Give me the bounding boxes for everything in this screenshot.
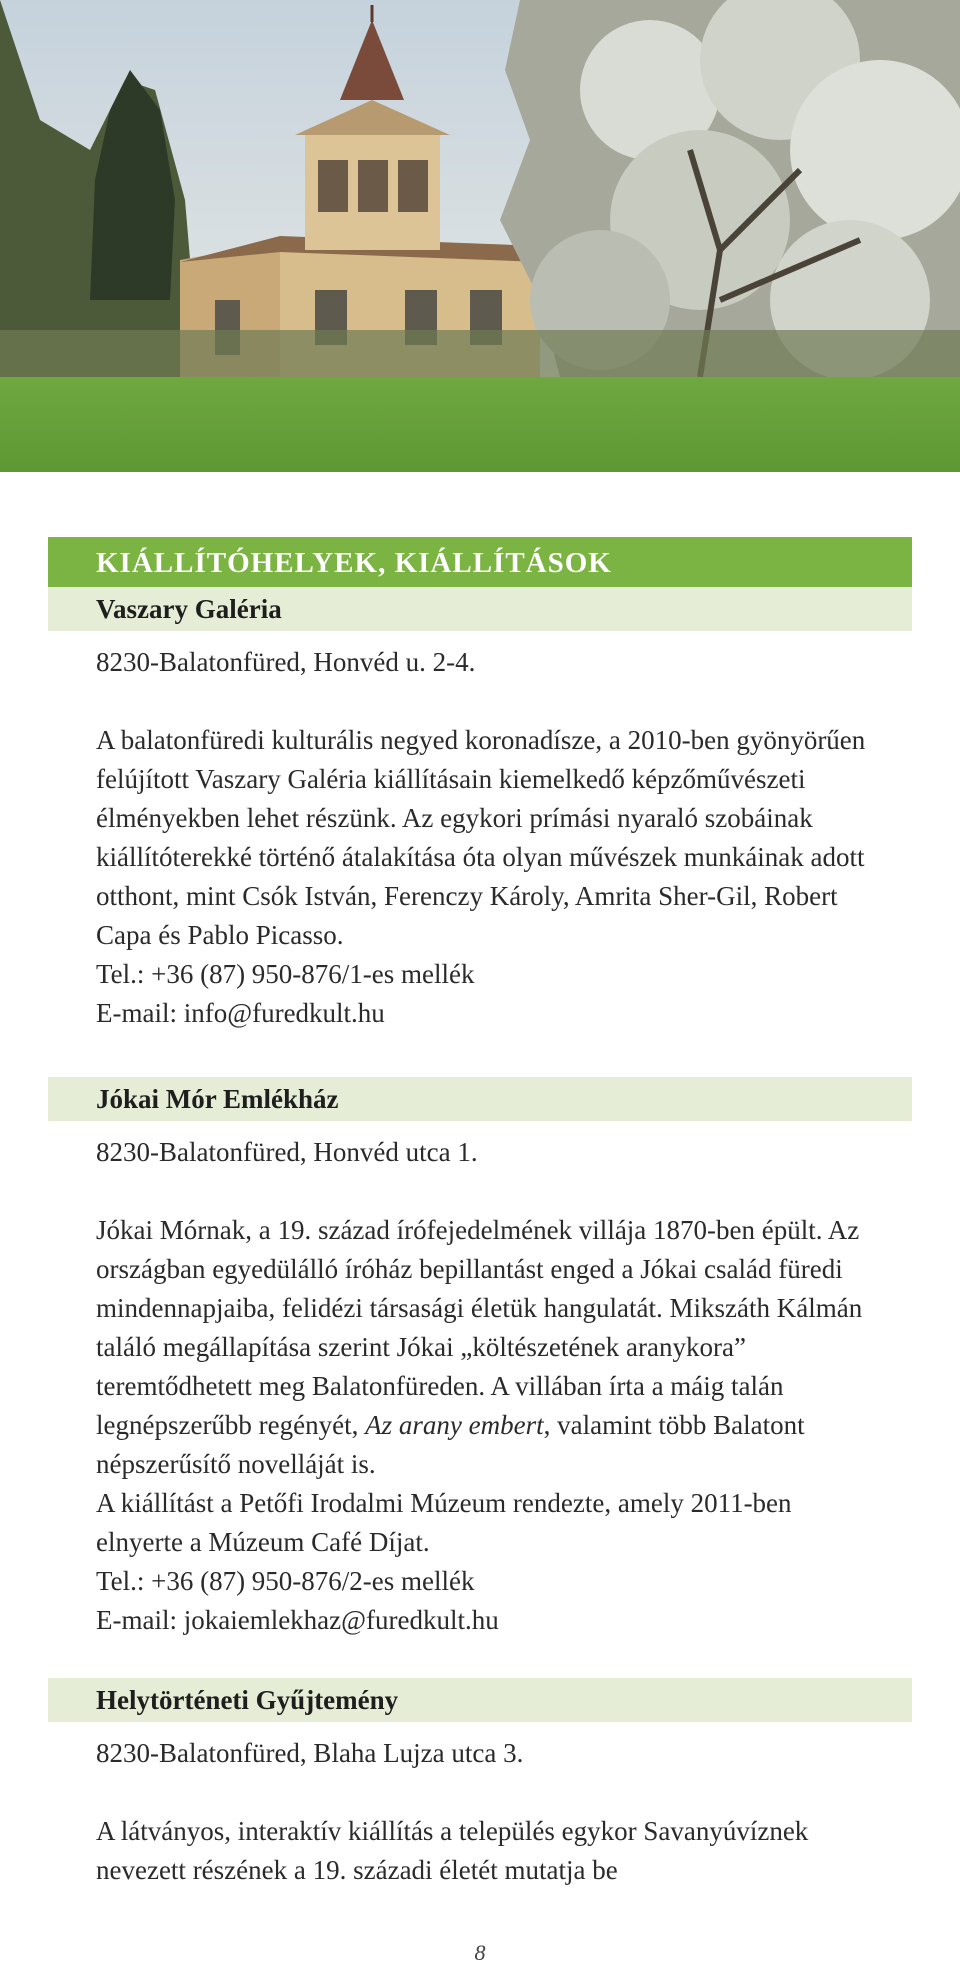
decorative-green-band bbox=[0, 377, 960, 472]
venue-description bbox=[48, 1812, 912, 1890]
section-title: KIÁLLÍTÓHELYEK, KIÁLLÍTÁSOK bbox=[48, 537, 912, 587]
exhibitions-content bbox=[48, 537, 912, 1890]
venue-description-text: A látványos, interaktív kiállítás a település egykor Savanyúvíznek nevezett részének a 19. századi életét mutatja be bbox=[96, 1816, 809, 1885]
venue-description-text bbox=[96, 1211, 884, 1484]
venue-email[interactable]: E-mail: info@furedkult.hu bbox=[96, 998, 385, 1028]
venue-phone: Tel.: +36 (87) 950-876/1-es mellék bbox=[96, 959, 475, 989]
venue-phone: Tel.: +36 (87) 950-876/2-es mellék bbox=[96, 1566, 475, 1596]
venue-address: 8230-Balatonfüred, Honvéd u. 2-4. bbox=[96, 647, 476, 677]
hero-photo bbox=[0, 0, 960, 377]
venue-description-text: A balatonfüredi kulturális negyed koronadísze, a 2010-ben gyönyörűen felújított Vaszary Galéria kiállításain kiemelkedő képzőművészeti élményekben lehet részünk. Az egykori prímási nyaraló szobáinak kiállítóterekké történő átalakítása óta olyan művészek munkáinak adott otthont, mint Csók István, Ferenczy Károly, Amrita Sher-Gil, Robert Capa és Pablo Picasso. bbox=[96, 725, 866, 950]
venue-address: 8230-Balatonfüred, Blaha Lujza utca 3. bbox=[96, 1738, 524, 1768]
venue-email[interactable]: E-mail: jokaiemlekhaz@furedkult.hu bbox=[96, 1605, 499, 1635]
venue-name-jokai: Jókai Mór Emlékház bbox=[48, 1077, 912, 1121]
venue-name-vaszary: Vaszary Galéria bbox=[48, 587, 912, 631]
venue-name-helytorteneti: Helytörténeti Gyűjtemény bbox=[48, 1678, 912, 1722]
novel-title: Az arany embert bbox=[365, 1410, 544, 1440]
venue-description-extra: A kiállítást a Petőfi Irodalmi Múzeum rendezte, amely 2011-ben elnyerte a Múzeum Café Díjat. bbox=[96, 1488, 792, 1557]
venue-description bbox=[48, 721, 912, 1033]
description-text-part1: Jókai Mórnak, a 19. század írófejedelmének villája 1870-ben épült. Az országban egyedülálló íróház bepillantást enged a Jókai család füredi mindennapjaiba, felidézi társasági életük hangulatát. Mikszáth Kálmán találó megállapítása szerint Jókai „költészetének aranykora” teremtődhetett meg Balatonfüreden. A villában írta a máig talán legnépszerűbb regényét, bbox=[96, 1215, 863, 1440]
venue-address: 8230-Balatonfüred, Honvéd utca 1. bbox=[96, 1137, 478, 1167]
villa-photo-illustration bbox=[0, 0, 960, 377]
page-number: 8 bbox=[474, 1940, 486, 1965]
description-text-part2: , valamint több Balatont népszerűsítő novelláját is. bbox=[96, 1410, 805, 1479]
venue-description bbox=[48, 1211, 912, 1640]
